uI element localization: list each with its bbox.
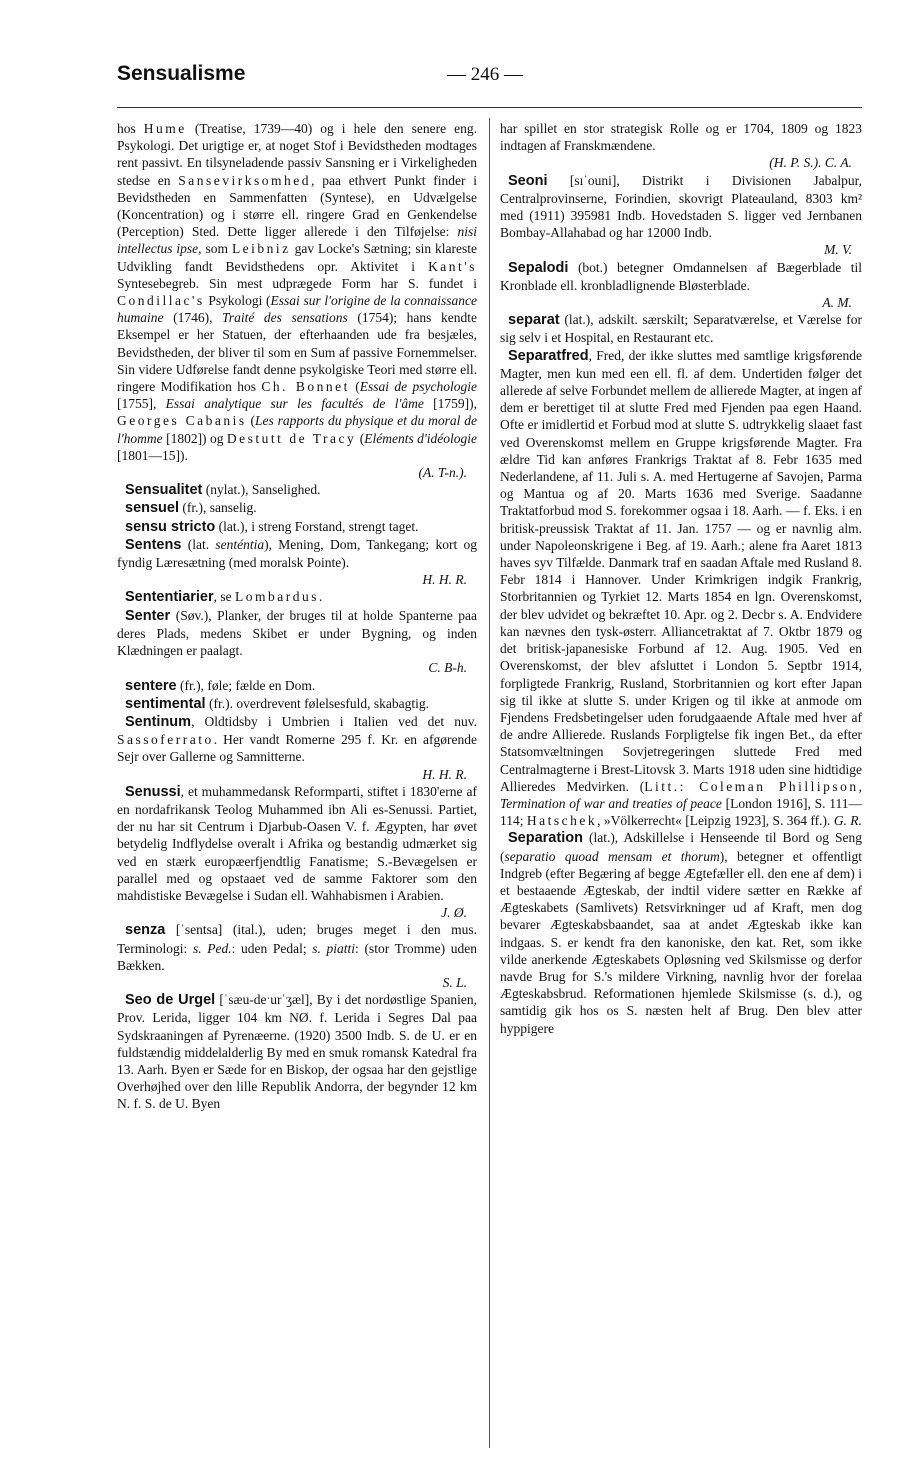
entry-sententiarier: Sententiarier, se Lombardus. xyxy=(125,589,323,606)
entry-sentens: Sentens (lat. senténtia), Mening, Dom, Tankegang; kort og fyndig Læresætning (med moralsk Pointe). H. H. R. xyxy=(117,536,477,588)
headword: Senussi xyxy=(125,783,181,800)
headword: Seoni xyxy=(508,172,548,189)
author-signature: J. Ø. xyxy=(441,905,467,921)
header-rule xyxy=(117,107,862,108)
entry-sensualisme-continued: hos Hume (Treatise, 1739—40) og i hele den senere eng. Psykologi. Det urigtige er, at noget Stof i Bevidstheden modtages rent passivt. En tilsyneladende passiv Sansning er i Virkeligheden stedse en Sansevirksomhed, paa ethvert Punkt finder i Bevidstheden en Sammenfatten (Syntese), en Udvælgelse (Koncentration) og i større ell. ringere Grad en Genkendelse (Perception) Sted. Dette ligger allerede i den Tilføjelse: nisi intellectus ipse, som Leibniz gav Locke's Sætning; sin klareste Udvikling fandt Bevidsthedens opr. Aktivitet i Kant's Syntesebegreb. Sin mest udprægede Form har S. fundet i Condillac's Psykologi (Essai sur l'origine de la connaissance humaine (1746), Traité des sensations (1754); hans kendte Eksempel er her Statuen, der efterhaanden ude fra besjæles, Bevidstheden, der bliver til som en Sum af passive Fornemmelser. Sin videre Udførelse fandt denne psykolgiske Teori med større ell. ringere Modifikation hos Ch. Bonnet (Essai de psychologie [1755], Essai analytique sur les facultés de l'âme [1759]), Georges Cabanis (Les rapports du physique et du moral de l'homme [1802]) og Destutt de Tracy (Eléments d'idéologie [1801—15]). (A. T-n.). xyxy=(117,121,478,481)
author-signature: S. L. xyxy=(442,974,467,990)
headword: Sentinum xyxy=(125,713,192,730)
entry-sepalodi: Sepalodi (bot.) betegner Omdannelsen af Bægerblade til Kronblade ell. kronbladlignende Bløsterblade. A. M. xyxy=(500,259,862,311)
entry-seoni: Seoni [sıˈouni], Distrikt i Divisionen Jabalpur, Centralprovinserne, Forindien, skovrigt Plateauland, 8303 km² med (1911) 395981 Indb. Hovedstaden S. ligger ved Jernbanen Bombay-Allahabad og har 12000 Indb. M. V. xyxy=(500,172,862,258)
page-number: — 246 — xyxy=(447,64,523,85)
headword: sensuel xyxy=(125,500,179,517)
author-signature: C. B-h. xyxy=(428,660,467,676)
headword: sentere xyxy=(125,677,177,694)
page-header xyxy=(117,62,862,94)
column-divider xyxy=(489,118,490,1448)
headword: Sepalodi xyxy=(508,259,569,276)
entry-sensu-stricto: sensu stricto (lat.), i streng Forstand, strengt taget. xyxy=(125,518,419,535)
headword: Seo de Urgel xyxy=(125,992,216,1009)
entry-sensualitet: Sensualitet (nylat.), Sanselighed. xyxy=(125,482,321,499)
headword: Sentens xyxy=(125,536,182,553)
author-signature: G. R. xyxy=(833,813,862,829)
author-signature: M. V. xyxy=(824,242,852,258)
entry-sentere: sentere (fr.), føle; fælde en Dom. xyxy=(125,677,316,694)
entry-sensuel: sensuel (fr.), sanselig. xyxy=(125,500,257,517)
headword: sentimental xyxy=(125,695,206,712)
headword: Sensualitet xyxy=(125,482,203,499)
headword: Separatfred xyxy=(508,347,589,364)
entry-senter: Senter (Søv.), Planker, der bruges til at holde Spanterne paa deres Plads, medens Skibet er under Bygning, og inden Klædningen er paalagt. C. B-h. xyxy=(117,607,477,676)
author-signature: A. M. xyxy=(822,295,852,311)
entry-seo-de-urgel: Seo de Urgel [ˈsæu-deˑurˈʒæl], By i det nordøstlige Spanien, Prov. Lerida, ligger 104 km NØ. f. Lerida i Segres Dal paa Sydskraaningen af Pyrenæerne. (1920) 3500 Indb. S. de U. er en fuldstændig middelalderlig By med en smuk romansk Katedral fra 13. Aarh. Byen er Sæde for en Biskop, der ogsaa har den gejstlige Overhøjhed over den lille Republik Andorra, der begynder 12 km N. f. S. de U. Byen xyxy=(117,992,477,1112)
entry-sentimental: sentimental (fr.). overdrevent følelsesfuld, skabagtig. xyxy=(125,695,430,712)
right-column xyxy=(500,120,862,1037)
headword: Separation xyxy=(508,830,583,847)
headword: Senter xyxy=(125,607,171,624)
entry-senza: senza [ˈsentsa] (ital.), uden; bruges meget i den mus. Terminologi: s. Ped.: uden Pedal; s. piatti: (stor Tromme) uden Bækken. S. L. xyxy=(117,922,477,990)
author-signature: H. H. R. xyxy=(422,766,467,782)
author-signature: (H. P. S.). C. A. xyxy=(769,155,852,171)
entry-separat: separat (lat.), adskilt. særskilt; Separatværelse, et Værelse for sig selv i et Hospital, en Restaurant etc. xyxy=(500,312,862,346)
entry-senussi: Senussi, et muhammedansk Reformparti, stiftet i 1830'erne af en nordafrikansk Teolog Muhammed ibn Ali es-Senussi. Partiet, der nu har sit Centrum i Djarbub-Oasen V. f. Ægypten, har øvet betydelig Indflydelse overalt i Afrika og bestandig udmærket sig ved en stærk europæerfjendtlig Fanatisme; S.-Bevægelsen er parallel med og opstaaet ved de samme Faktorer som den mahdistiske Bevægelse i Sudan ell. Wahhabismen i Arabien. J. Ø. xyxy=(117,783,477,921)
headword: separat xyxy=(508,312,560,329)
entry-separation: Separation (lat.), Adskillelse i Henseende til Bord og Seng (separatio quoad mensam et thorum), betegner et offentligt Indgreb (efter Begæring af begge Ægtefæller ell. den ene af dem) i et bestaaende Ægteskab, der indtil videre sætter en Række af Ægteskabets (Samlivets) Retsvirkninger ud af Kraft, men dog bevarer Ægteskabsbaandet, saa at andet Ægteskab ikke kan indgaas. S. er kendt fra den kanoniske, den kat. Ret, som ikke vilde anerkende Ægteskabets Opløsning ved Skilsmisse og derfor navde Brug for S.'s mildere Virkning, navnlig hvor der forelaa Ægteskabsbrud. Reformationen hjemlede Skilsmisse (s. d.), og samtidig gik hos os S. næsten helt af Brug. Den blev atter hyppigere xyxy=(500,830,863,1036)
entry-separatfred: Separatfred, Fred, der ikke sluttes med samtlige krigsførende Magter, men kun med een ell. fl. af dem. Undertiden følger det allerede af selve Forbundet mellem de allierede Magter, at ingen af dem er berettiget til at slutte Fred med Fjenden paa egen Haand. Ofte er imidlertid et Forbud mod at slutte S. udtrykkelig slaaet fast ved Overenskomst mellem en Gruppe krigsførende Magter. Fra ældre Tid kan anføres Frankrigs Traktat af 8. Febr 1635 med Nederlandene, af 11. Juli s. A. med Hertugerne af Savojen, Parma og Mantua og af 20. Marts 1636 med Sverige. Saadanne Traktatforbud mod S. forekommer ogsaa i 18. Aarh. — f. Eks. i en britisk-preussisk Traktat af 11. Jan. 1757 — og er navnlig alm. under Napoleonskrigene i Beg. af 19. Aarh.; alene fra Aaret 1813 haves syv Tilfælde. Danmark traf en saadan Aftale med Rusland 8. Febr 1814 i Hannover. Under Krimkrigen indgik Frankrig, Storbritannien og Tyrkiet 12. Marts 1854 en lgn. Overenskomst, der blev udvidet og bekræftet 10. Apr. og 2. Decbr s. A. Endvidere kan nævnes den tysk-østerr. Alliancetraktat af 7. Oktbr 1879 og det britisk-japanesiske Forbund af 12. Aug. 1905. Ved en Overenskomst, der blev afsluttet i London 5. Septbr 1914, forpligtede Frankrig, Rusland, Storbritannien og kort efter Japan sig til ikke at slutte S. under Krigen og til ikke at anmode om Fjendens Fredsbetingelser uden forudgaaende Aftale med hver af de andre Allierede. Ruslands Forpligtelse fik ingen Bet., da efter Statsomvæltningen Sovjetregeringen sluttede Fred med Centralmagterne i Brest-Litovsk 3. Marts 1918 uden sine hidtidige Allieredes Medvirken. (Litt.: Coleman Phillipson, Termination of war and treaties of peace [London 1916], S. 111—114; Hatschek, »Völkerrecht« [Leipzig 1923], S. 364 ff.). G. R. xyxy=(500,347,862,829)
author-signature: H. H. R. xyxy=(422,572,467,588)
left-column xyxy=(117,120,477,1113)
headword: sensu stricto xyxy=(125,518,216,535)
running-head: Sensualisme xyxy=(117,62,246,85)
entry-seo-de-urgel-continued: har spillet en stor strategisk Rolle og er 1704, 1809 og 1823 indtagen af Franskmændene. (H. P. S.). C. A. xyxy=(500,121,862,171)
entry-sentinum: Sentinum, Oldtidsby i Umbrien i Italien ved det nuv. Sassoferrato. Her vandt Romerne 295 f. Kr. en afgørende Sejr over Gallerne og Samnitterne. H. H. R. xyxy=(117,713,477,782)
headword: Sententiarier xyxy=(125,589,214,606)
headword: senza xyxy=(125,922,166,939)
author-signature: (A. T-n.). xyxy=(418,465,467,481)
